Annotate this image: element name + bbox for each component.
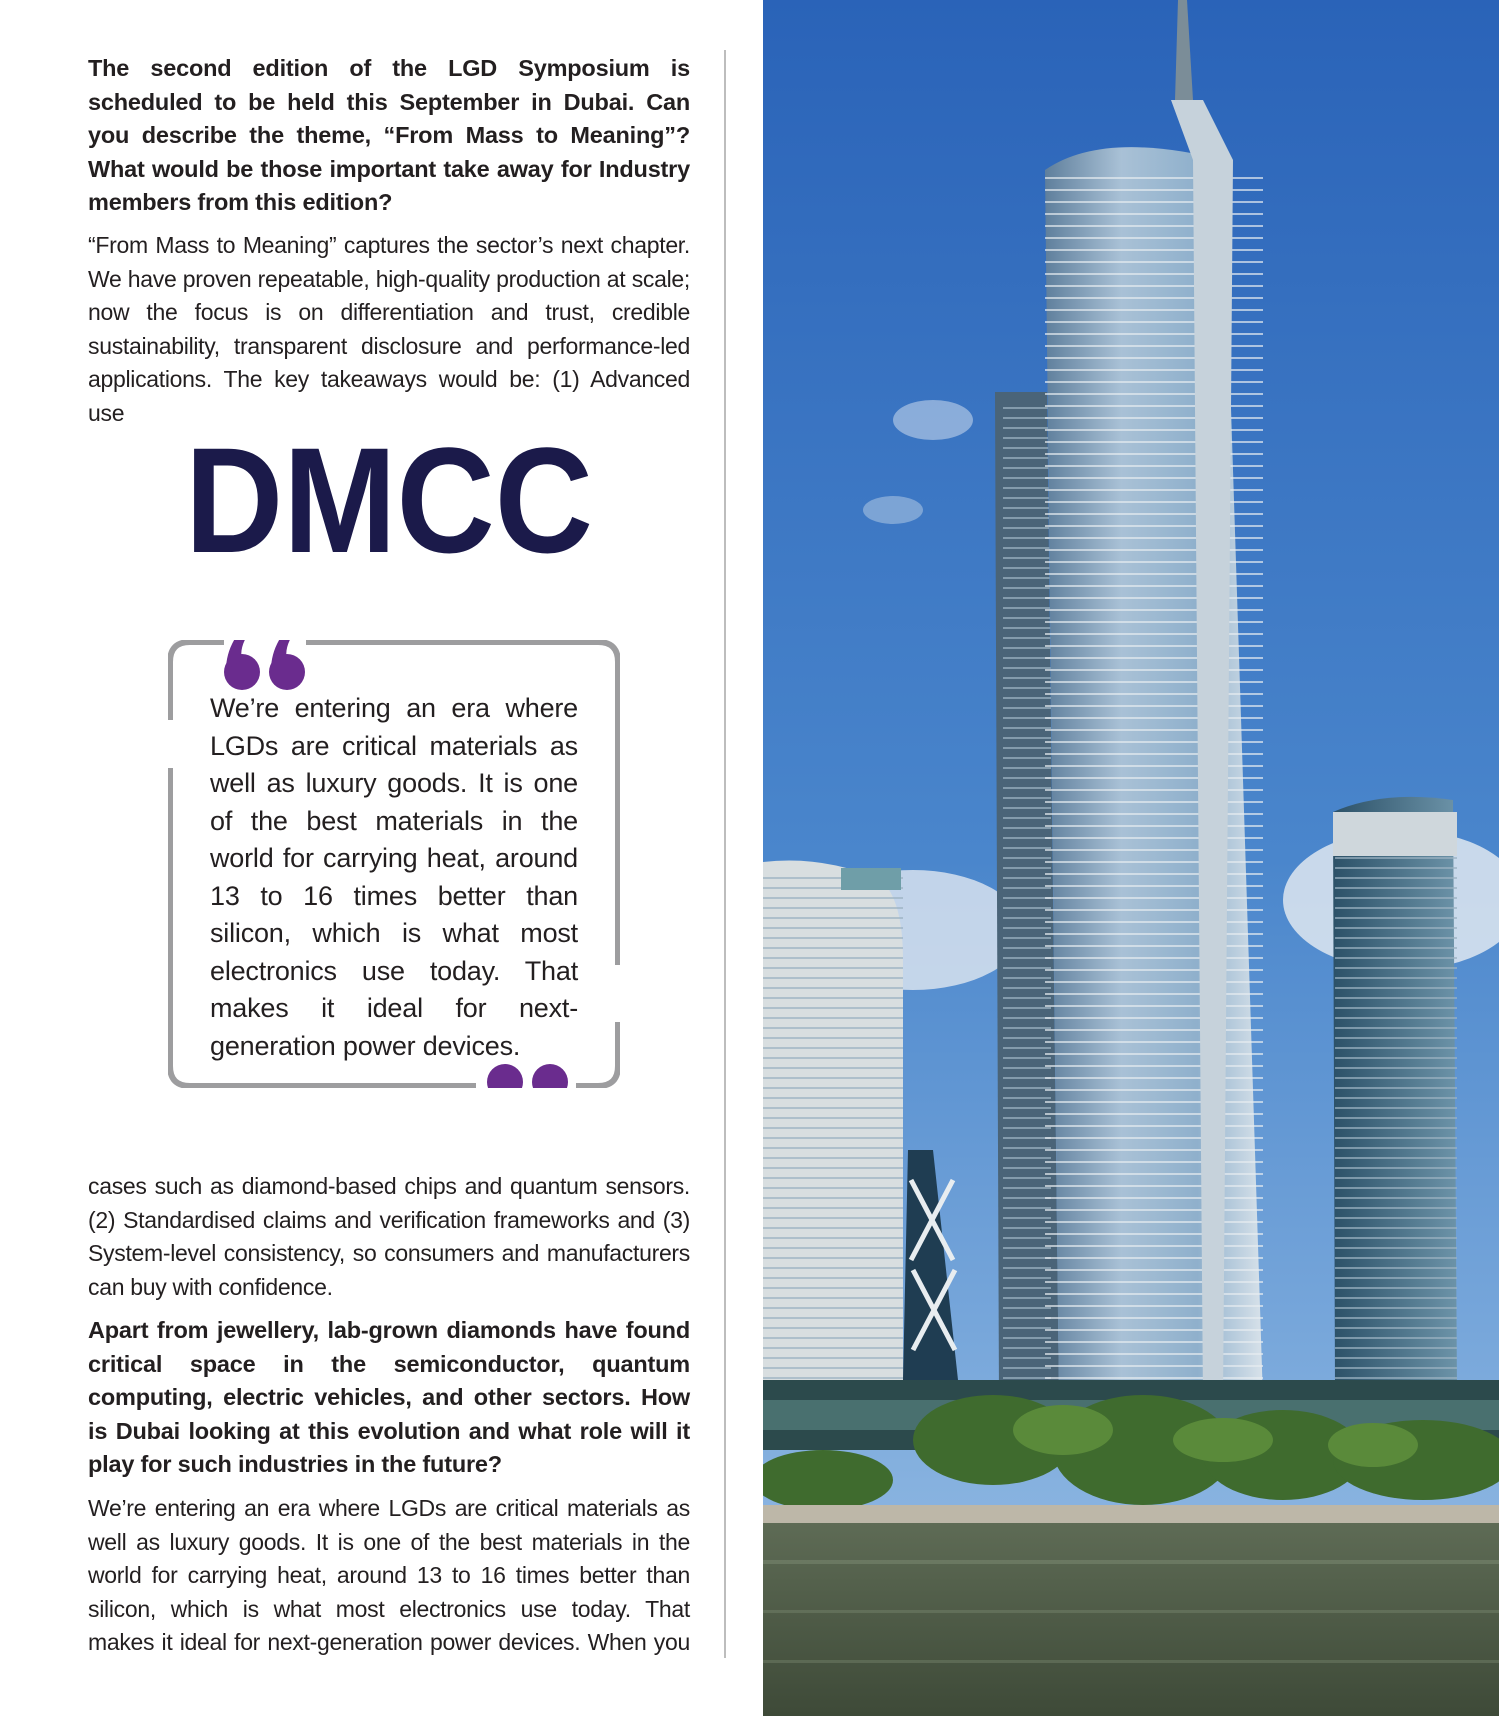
answer-1-part-1: “From Mass to Meaning” captures the sector’s next chapter. We have proven repeatable, high-quality production at scale; now the focus is on differentiation and trust, credible sustainability, transparent disclosure and performance-led applications. The key takeaways would be: (1) Advanced use: [88, 231, 690, 426]
dubai-towers-photo: [763, 0, 1499, 1716]
dmcc-logo: [183, 440, 595, 562]
answer-2: We’re entering an era where LGDs are critical materials as well as luxury goods. It is one of the best materials in the world for carrying heat, around 13 to 16 times better than silicon, which is what most electronics use today. That makes it ideal for next-generation power devices. When you: [88, 1495, 690, 1656]
question-2: Apart from jewellery, lab-grown diamonds have found critical space in the semiconductor, quantum computing, electric vehicles, and other sectors. How is Dubai looking at this evolution and what role will it play for such industries in the future?: [88, 1317, 690, 1478]
answer-1-part-2: cases such as diamond-based chips and quantum sensors. (2) Standardised claims and verification frameworks and (3) System-level consistency, so consumers and manufacturers can buy with confidence.: [88, 1173, 690, 1300]
question-1: The second edition of the LGD Symposium is scheduled to be held this September in Dubai. Can you describe the theme, “From Mass to Meaning”? What would be those important take away for Industry members from this edition?: [88, 55, 690, 216]
dmcc-logo-text: DMCC: [185, 440, 593, 562]
column-divider: [724, 50, 726, 1658]
pull-quote-text: We’re entering an era where LGDs are critical materials as well as luxury goods. It is one of the best materials in the world for carrying heat, around 13 to 16 times better than silicon, which is what most electronics use today. That makes it ideal for next-generation power devices.: [210, 693, 578, 1061]
